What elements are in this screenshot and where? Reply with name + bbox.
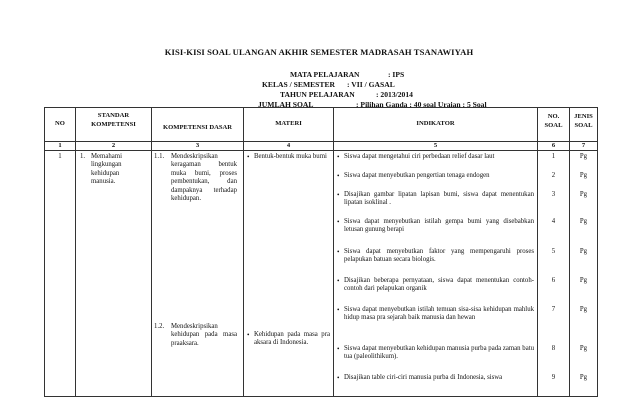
jenis-soal: Pg: [579, 248, 588, 255]
no-soal: 9: [551, 374, 556, 381]
kd-number: 1.1.: [154, 153, 165, 160]
jenis-soal: Pg: [579, 374, 588, 381]
table-row: [45, 151, 598, 397]
header-kompetensi-dasar: KOMPETENSI DASAR: [152, 108, 244, 142]
col-number: 7: [570, 142, 598, 151]
kd-number: 1.2.: [154, 323, 165, 330]
row-number: 1: [58, 153, 62, 160]
header-standar-kompetensi: STANDAR KOMPETENSI: [76, 108, 152, 142]
jenis-soal: Pg: [579, 218, 588, 225]
no-soal: 1: [551, 153, 556, 160]
indikator-item: • Siswa dapat menyebutkan istilah gempa bumi yang disebabkan letusan gunung berapi: [344, 218, 534, 235]
meta-label-jumlah-soal: JUMLAH SOAL: [258, 100, 314, 109]
kisi-kisi-table: [44, 107, 598, 397]
jenis-soal: Pg: [579, 345, 588, 352]
col-number: 1: [45, 142, 76, 151]
meta-value-jumlah-soal: : Pilihan Ganda : 40 soal Uraian : 5 Soal: [356, 100, 487, 109]
meta-label-mata-pelajaran: MATA PELAJARAN: [290, 70, 360, 79]
indikator-item: • Siswa dapat menyebutkan istilah temuan sisa-sisa kehidupan mahluk hidup masa pra sejarah baik manusia dan hewan: [344, 306, 534, 323]
jenis-soal: Pg: [579, 153, 588, 160]
meta-value-tahun-pelajaran: : 2013/2014: [376, 90, 413, 99]
materi-item: • Kehidupan pada masa pra aksara di Indonesia.: [254, 331, 330, 348]
indikator-item: • Siswa dapat menyebutkan kehidupan manusia purba pada zaman batu tua (paleolithikum).: [344, 345, 534, 362]
meta-label-kelas-semester: KELAS / SEMESTER: [262, 80, 336, 89]
header-materi: MATERI: [244, 108, 334, 142]
kd-text: Mendeskripsikan keragaman bentuk muka bumi, proses pembentukan, dan dampaknya terhadap kehidupan.: [171, 153, 237, 203]
indikator-item: • Siswa dapat menyebutkan pengertian tenaga endogen: [344, 172, 534, 180]
indikator-item: • Siswa dapat mengetahui ciri perbedaan relief dasar laut: [344, 153, 534, 161]
meta-label-tahun-pelajaran: TAHUN PELAJARAN: [280, 90, 355, 99]
col-number: 4: [244, 142, 334, 151]
sk-number: 1.: [80, 153, 86, 160]
jenis-soal: Pg: [579, 306, 588, 313]
jenis-soal: Pg: [579, 172, 588, 179]
col-number: 6: [538, 142, 570, 151]
no-soal: 7: [551, 306, 556, 313]
document-title: KISI-KISI SOAL ULANGAN AKHIR SEMESTER MADRASAH TSANAWIYAH: [164, 47, 474, 57]
no-soal: 4: [551, 218, 556, 225]
no-soal: 5: [551, 248, 556, 255]
col-number: 2: [76, 142, 152, 151]
no-soal: 8: [551, 345, 556, 352]
jenis-soal: Pg: [579, 191, 588, 198]
materi-item: • Bentuk-bentuk muka bumi: [254, 153, 332, 161]
no-soal: 3: [551, 191, 556, 198]
no-soal: 6: [551, 277, 556, 284]
col-number: 5: [334, 142, 538, 151]
meta-value-mata-pelajaran: : IPS: [388, 70, 405, 79]
header-indikator: INDIKATOR: [334, 108, 538, 142]
header-no-soal: NO. SOAL: [538, 108, 570, 142]
no-soal: 2: [551, 172, 556, 179]
indikator-item: • Disajikan beberapa pernyataan, siswa dapat menentukan contoh-contoh dari pelapukan organik: [344, 277, 534, 294]
kd-text: Mendeskripsikan kehidupan pada masa praaksara.: [171, 323, 237, 347]
header-jenis-soal: JENIS SOAL: [570, 108, 598, 142]
col-number: 3: [152, 142, 244, 151]
jenis-soal: Pg: [579, 277, 588, 284]
indikator-item: • Disajikan table ciri-ciri manusia purba di Indonesia, siswa: [344, 374, 534, 382]
sk-text: Memahami lingkungan kehidupan manusia.: [91, 153, 122, 186]
indikator-item: • Disajikan gambar lipatan lapisan bumi, siswa dapat menentukan lipatan isoklinal .: [344, 191, 534, 208]
indikator-item: • Siswa dapat menyebutkan faktor yang mempengaruhi proses pelapukan batuan secara biologis.: [344, 248, 534, 265]
header-no: NO: [45, 108, 76, 142]
meta-value-kelas-semester: : VII / GASAL: [347, 80, 395, 89]
